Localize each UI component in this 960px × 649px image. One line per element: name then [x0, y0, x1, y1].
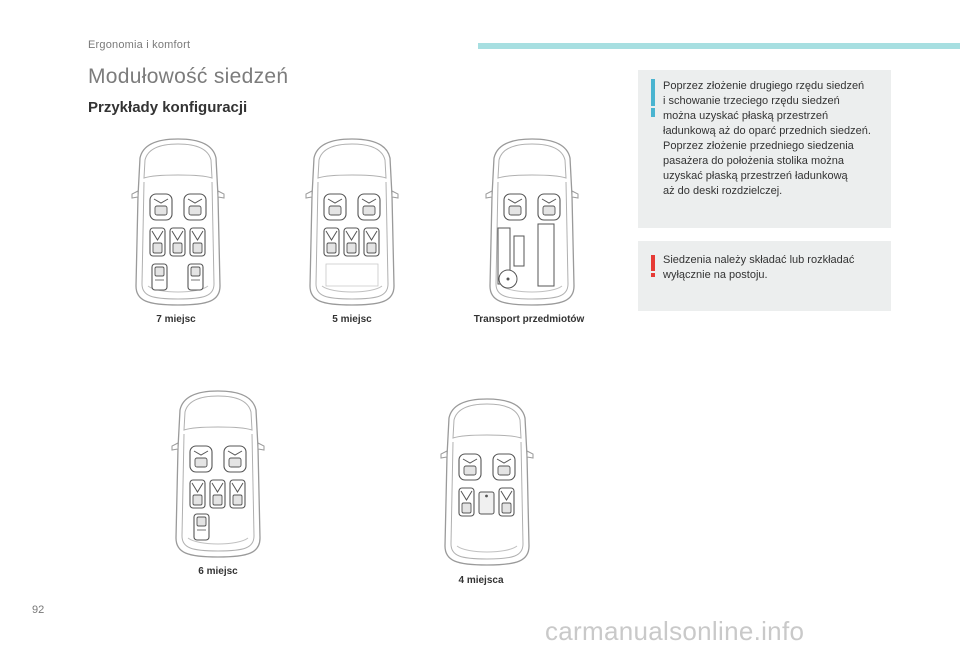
figure-label-5-seats: 5 miejsc	[332, 314, 372, 325]
car-cargo-diagram	[482, 136, 582, 308]
watermark: carmanualsonline.info	[545, 616, 805, 646]
warning-line: wyłącznie na postoju.	[663, 269, 768, 281]
info-line: można uzyskać płaską przestrzeń	[663, 110, 829, 122]
section-subtitle: Przykłady konfiguracji	[88, 99, 248, 116]
warning-line: Siedzenia należy składać lub rozkładać	[663, 254, 855, 266]
figure-label-7-seats: 7 miejsc	[156, 314, 196, 325]
header-accent-bar	[478, 43, 960, 49]
info-line: uzyskać płaską przestrzeń ładunkową	[663, 170, 848, 182]
figure-label-cargo: Transport przedmiotów	[473, 314, 585, 325]
page-number: 92	[32, 604, 45, 616]
info-line: ładunkową aż do oparć przednich siedzeń.	[663, 125, 871, 137]
info-line: i schowanie trzeciego rzędu siedzeń	[663, 95, 840, 107]
info-line: pasażera do położenia stolika można	[663, 155, 845, 167]
info-line: Poprzez złożenie przedniego siedzenia	[663, 140, 854, 152]
info-note	[638, 70, 891, 228]
figure-label-4-seats: 4 miejsca	[458, 575, 504, 586]
section-title: Ergonomia i komfort	[88, 39, 191, 51]
info-icon	[651, 79, 655, 106]
car-4-seats-diagram	[437, 396, 537, 568]
info-line: Poprzez złożenie drugiego rzędu siedzeń	[663, 80, 865, 92]
warning-icon-dot	[651, 273, 655, 277]
page-title: Modułowość siedzeń	[88, 65, 289, 88]
warning-text	[663, 253, 881, 283]
car-7-seats-diagram	[128, 136, 228, 308]
warning-icon	[651, 255, 655, 271]
info-text	[663, 79, 881, 199]
info-icon-stem	[651, 108, 655, 117]
figure-label-6-seats: 6 miejsc	[198, 566, 238, 577]
car-5-seats-diagram	[302, 136, 402, 308]
car-6-seats-diagram	[168, 388, 268, 560]
info-line: aż do deski rozdzielczej.	[663, 185, 783, 197]
warning-note	[638, 241, 891, 311]
